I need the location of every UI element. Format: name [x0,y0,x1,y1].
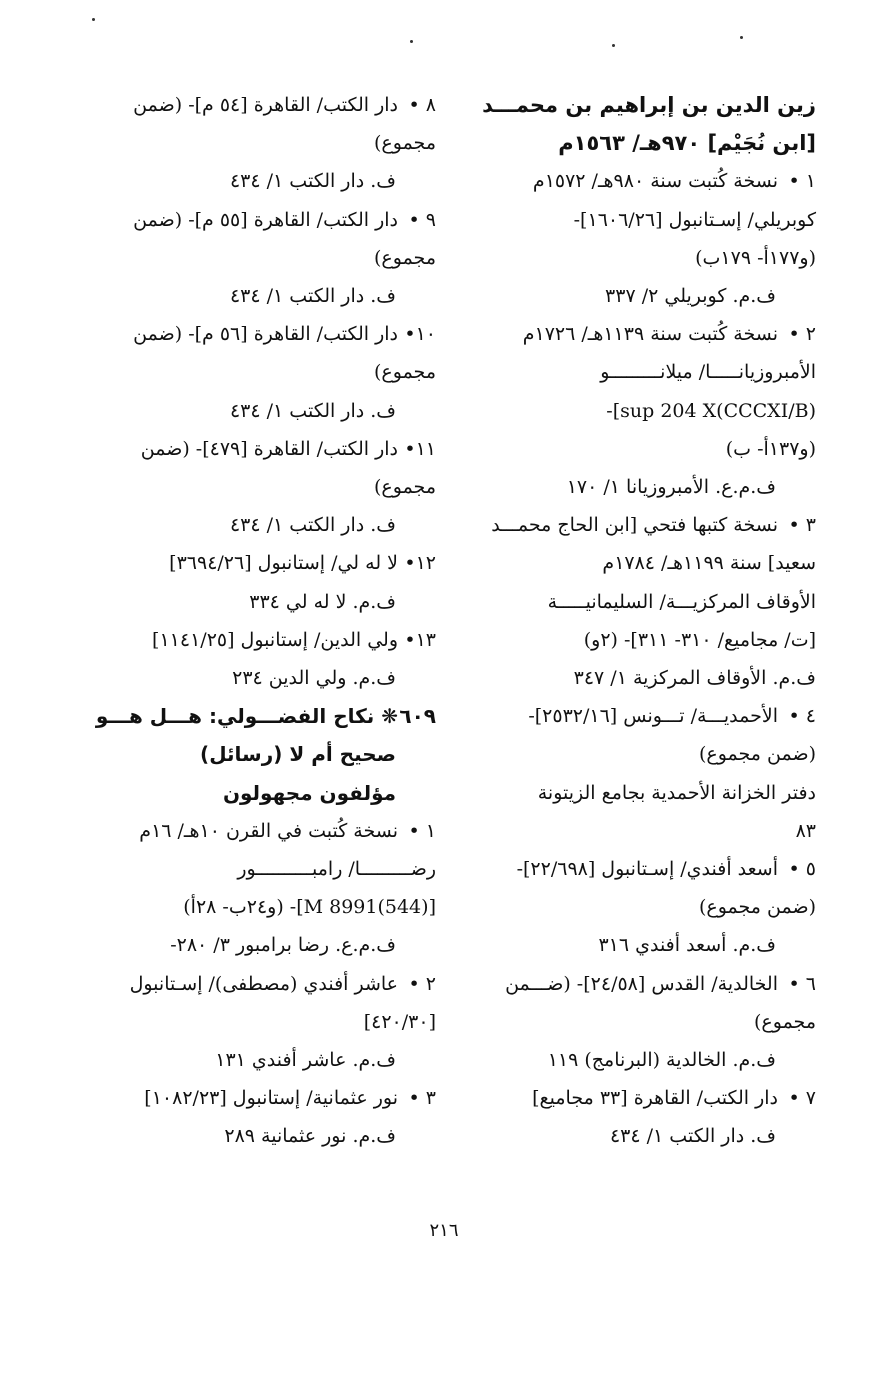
manuscript-entry-12 [88,544,436,620]
manuscript-entry-s2 [88,965,436,1080]
entry-line: الأوقاف المركزيـــة/ السليمانيـــــة [547,590,816,613]
catalog-reference: ف.م. الخالدية (البرنامج) ١١٩ [547,1049,776,1072]
entry-line: نسخة كتبها فتحي [ابن الحاج محمـــد [491,514,778,537]
manuscript-entry-1 [468,162,816,315]
manuscript-entry-10 [88,315,436,430]
manuscript-entry-8 [88,86,436,201]
scan-speck [612,44,615,47]
catalog-reference: ف.م. الأوقاف المركزية ١/ ٣٤٧ [573,667,816,690]
entry-line: سعيد] سنة ١١٩٩هـ/ ١٧٨٤م [602,552,816,575]
catalog-reference: ف. دار الكتب ١/ ٤٣٤ [609,1125,776,1148]
entry-number: ١١• [404,437,436,460]
heading-title-line1: ❋ نكاح الفضـــولي: هـــل هـــو [95,704,398,729]
scan-speck [92,18,95,21]
entry-line: مجموع) [754,1010,816,1033]
entry-line: نسخة كُتبت في القرن ١٠هـ/ ١٦م [139,819,398,842]
entry-line: مجموع) [374,246,436,269]
entry-number: ٢ • [788,323,816,346]
entry-line: دار الكتب/ القاهرة [٤٧٩]- (ضمن [140,437,398,460]
entry-line: مجموع) [374,361,436,384]
manuscript-entry-3 [468,506,816,697]
page-number: ٢١٦ [429,1220,459,1241]
entry-line: دار الكتب/ القاهرة [٥٤ م]- (ضمن [133,94,398,116]
entry-line: مجموع) [374,476,436,499]
manuscript-entry-7 [468,1079,816,1155]
catalog-reference: ف. دار الكتب ١/ ٤٣٤ [229,285,396,308]
scan-speck [410,40,413,43]
entry-line: أسعد أفندي/ إسـتانبول [٢٢/٦٩٨]- [516,858,778,881]
entry-line: الأمبروزيانـــــا/ ميلانـــــــــو [600,361,816,384]
manuscript-entry-4 [468,697,816,850]
title-heading-609 [88,697,436,812]
entry-line: [ت/ مجاميع/ ٣١٠- ٣١١]- (٢و) [583,628,816,651]
entry-number: ٢ • [408,972,436,995]
catalog-reference: ف.م.ع. رضا برامبور ٣/ ٢٨٠- [170,934,396,957]
entry-line: (و١٣٧أ- ب) [725,437,816,460]
catalog-reference: ف.م. أسعد أفندي ٣١٦ [598,934,776,957]
entry-line: رضـــــــــا/ رامبــــــــــور [237,858,436,881]
manuscript-entry-6 [468,965,816,1080]
entry-line: نسخة كُتبت سنة ١١٣٩هـ/ ١٧٢٦م [522,323,778,346]
heading-author: مؤلفون مجهولون [222,780,396,805]
catalog-reference: ف.م. نور عثمانية ٢٨٩ [224,1125,396,1148]
entry-line: دار الكتب/ القاهرة [٣٣ مجاميع] [532,1087,778,1110]
catalog-reference: ف. دار الكتب ١/ ٤٣٤ [229,399,396,422]
catalog-reference: دفتر الخزانة الأحمدية بجامع الزيتونة [537,781,816,804]
catalog-reference: ف.م.ع. الأمبروزيانا ١/ ١٧٠ [566,476,776,499]
entry-number: ٣ • [788,514,816,537]
entry-number: ٧ • [788,1087,816,1110]
entry-line: دار الكتب/ القاهرة [٥٦ م]- (ضمن [133,323,398,346]
entry-line: عاشر أفندي (مصطفى)/ إسـتانبول [129,972,398,995]
entry-line: مجموع) [374,132,436,155]
entry-line: نسخة كُتبت سنة ٩٨٠هـ/ ١٥٧٢م [532,170,778,193]
heading-title-line2: صحيح أم لا (رسائل) [200,742,396,767]
manuscript-entry-s1 [88,812,436,965]
manuscript-entry-9 [88,201,436,316]
manuscript-entry-2 [468,315,816,506]
entry-line: الخالدية/ القدس [٢٤/٥٨]- (ضـــمن [505,972,778,995]
manuscript-entry-13 [88,621,436,697]
entry-number: ١٠• [404,323,436,346]
entry-line: (و١٧٧أ- ١٧٩ب) [695,246,816,269]
entry-number: ٩ • [408,208,436,231]
entry-number: ٨ • [408,94,436,116]
catalog-reference: ف.م. عاشر أفندي ١٣١ [215,1049,396,1072]
entry-line: ولي الدين/ إستانبول [١١٤١/٢٥] [152,628,398,651]
entry-number: ١٣• [404,628,436,651]
entry-line: كوبريلي/ إسـتانبول [١٦٠٦/٢٦]- [573,208,816,231]
entry-line: sup 204 X(CCCXI/B)]- [606,399,816,422]
catalog-reference: ف. دار الكتب ١/ ٤٣٤ [229,170,396,193]
heading-number: ٦٠٩ [399,704,436,729]
catalog-reference-cont: ٨٣ [795,819,816,842]
scan-speck [740,36,743,39]
entry-line: [٤٢٠/٣٠] [363,1010,436,1033]
entry-number: ١٢• [404,552,436,575]
catalog-reference: ف.م. لا له لي ٣٣٤ [249,590,396,613]
author-title-line1: زين الدين بن إبراهيم بن محمـــد [482,93,816,117]
catalog-reference: ف.م. ولي الدين ٢٣٤ [232,667,396,690]
entry-number: ٥ • [788,858,816,881]
entry-line: لا له لي/ إستانبول [٣٦٩٤/٢٦] [169,552,398,575]
catalog-reference: ف.م. كوبريلي ٢/ ٣٣٧ [605,285,776,308]
entry-number: ٤ • [788,705,816,728]
entry-number: ٦ • [788,972,816,995]
left-column [88,86,436,1156]
right-column [468,86,816,1156]
manuscript-entry-11 [88,430,436,545]
entry-number: ٣ • [408,1087,436,1110]
entry-line: [M 8991(544)]- (و٢٤ب- ٢٨أ) [183,896,436,919]
manuscript-entry-5 [468,850,816,965]
entry-line: دار الكتب/ القاهرة [٥٥ م]- (ضمن [133,208,398,231]
entry-line: نور عثمانية/ إستانبول [١٠٨٢/٢٣] [144,1087,398,1110]
entry-number: ١ • [788,170,816,193]
catalog-reference: ف. دار الكتب ١/ ٤٣٤ [229,514,396,537]
entry-number: ١ • [408,819,436,842]
entry-line: (ضمن مجموع) [698,743,816,766]
entry-line: الأحمديـــة/ تـــونس [٢٥٣٢/١٦]- [528,705,778,728]
manuscript-entry-s3 [88,1079,436,1155]
entry-line: (ضمن مجموع) [698,896,816,919]
author-title-line2: [ابن نُجَيْم] ٩٧٠هـ/ ١٥٦٣م [558,131,816,156]
